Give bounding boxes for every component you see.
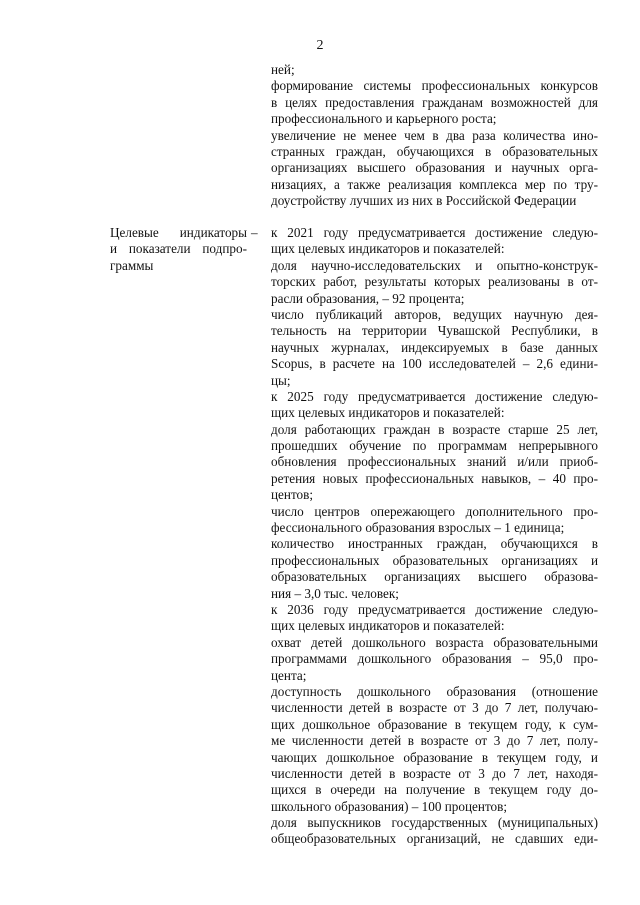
- text-line: число публикаций авторов, ведущих научную дея-: [271, 306, 598, 322]
- text-line: формирование системы профессиональных конкурсов: [271, 78, 598, 94]
- text-line: чающих дошкольное образование в текущем году, и: [271, 749, 598, 765]
- text-line: Scopus, в расчете на 100 исследователей – 2,6 едини-: [271, 356, 598, 372]
- text-line: тельность на территории Чувашской Республики, в: [271, 323, 598, 339]
- text-line: организациях высшего образования и научных орга-: [271, 160, 598, 176]
- text-line: цы;: [271, 372, 291, 388]
- text-line: щих целевых индикаторов и показателей:: [271, 405, 505, 421]
- text-line: образовательных организациях высшего образова-: [271, 569, 598, 585]
- label-line: Целевые индикаторы: [110, 225, 247, 240]
- text-line: цента;: [271, 667, 307, 683]
- text-line: число центров опережающего дополнительного про-: [271, 503, 598, 519]
- text-line: доля научно-исследовательских и опытно-конструк-: [271, 257, 598, 273]
- text-line: профессиональных образовательных организациях и: [271, 552, 598, 568]
- text-line: центов;: [271, 487, 314, 503]
- text-line: ретения новых профессиональных навыков, – 40 про-: [271, 470, 598, 486]
- text-line: школьного образования) – 100 процентов;: [271, 798, 508, 814]
- text-line: щих дошкольное образование в текущем году, к сум-: [271, 716, 598, 732]
- text-line: количество иностранных граждан, обучающихся в: [271, 536, 598, 552]
- text-line: прошедших обучение по программам непрерывного: [271, 438, 598, 454]
- text-line: к 2025 году предусматривается достижение следую-: [271, 388, 598, 404]
- text-line: в целях предоставления гражданам возможностей для: [271, 94, 598, 110]
- text-line: профессионального и карьерного роста;: [271, 111, 497, 127]
- text-line: общеобразовательных организаций, не сдавших еди-: [271, 831, 598, 847]
- target-indicators-text: [271, 225, 598, 848]
- text-line: доля работающих граждан в возрасте старше 25 лет,: [271, 421, 598, 437]
- text-line: щихся в очереди на получение в текущем году до-: [271, 782, 598, 798]
- text-line: доля выпускников государственных (муниципальных): [271, 815, 598, 831]
- text-line: щих целевых индикаторов и показателей:: [271, 241, 505, 257]
- label-line: граммы: [110, 257, 154, 273]
- label-dash: –: [251, 225, 258, 240]
- text-line: увеличение не менее чем в два раза количества ино-: [271, 127, 598, 143]
- text-line: торских работ, результаты которых реализованы в от-: [271, 274, 598, 290]
- text-line: к 2036 году предусматривается достижение следую-: [271, 601, 598, 617]
- text-line: низациях, а также реализация комплекса мер по тру-: [271, 176, 598, 192]
- text-line: ней;: [271, 62, 295, 77]
- text-line: расли образования, – 92 процента;: [271, 290, 465, 306]
- text-line: доустройству лучших из них в Российской Федерации: [271, 193, 577, 209]
- objectives-continuation: [271, 62, 598, 210]
- text-line: научных журналах, индексируемых в базе данных: [271, 339, 598, 355]
- text-line: фессионального образования взрослых – 1 единица;: [271, 520, 565, 536]
- label-line: и показатели подпро-: [110, 241, 247, 257]
- text-line: доступность дошкольного образования (отношение: [271, 683, 598, 699]
- section-label: [110, 225, 247, 274]
- text-line: к 2021 году предусматривается достижение следую-: [271, 225, 598, 240]
- text-line: ния – 3,0 тыс. человек;: [271, 585, 399, 601]
- page-number: 2: [316, 38, 324, 53]
- text-line: численности детей в возрасте от 3 до 7 лет, находя-: [271, 765, 598, 781]
- text-line: щих целевых индикаторов и показателей:: [271, 618, 505, 634]
- text-line: охват детей дошкольного возраста образовательными: [271, 634, 598, 650]
- text-line: странных граждан, обучающихся в образовательных: [271, 143, 598, 159]
- text-line: обновления профессиональных знаний и/или приоб-: [271, 454, 598, 470]
- text-line: численности детей в возрасте от 3 до 7 лет, получаю-: [271, 700, 598, 716]
- text-line: ме численности детей в возрасте от 3 до 7 лет, полу-: [271, 733, 598, 749]
- text-line: программами дошкольного образования – 95,0 про-: [271, 651, 598, 667]
